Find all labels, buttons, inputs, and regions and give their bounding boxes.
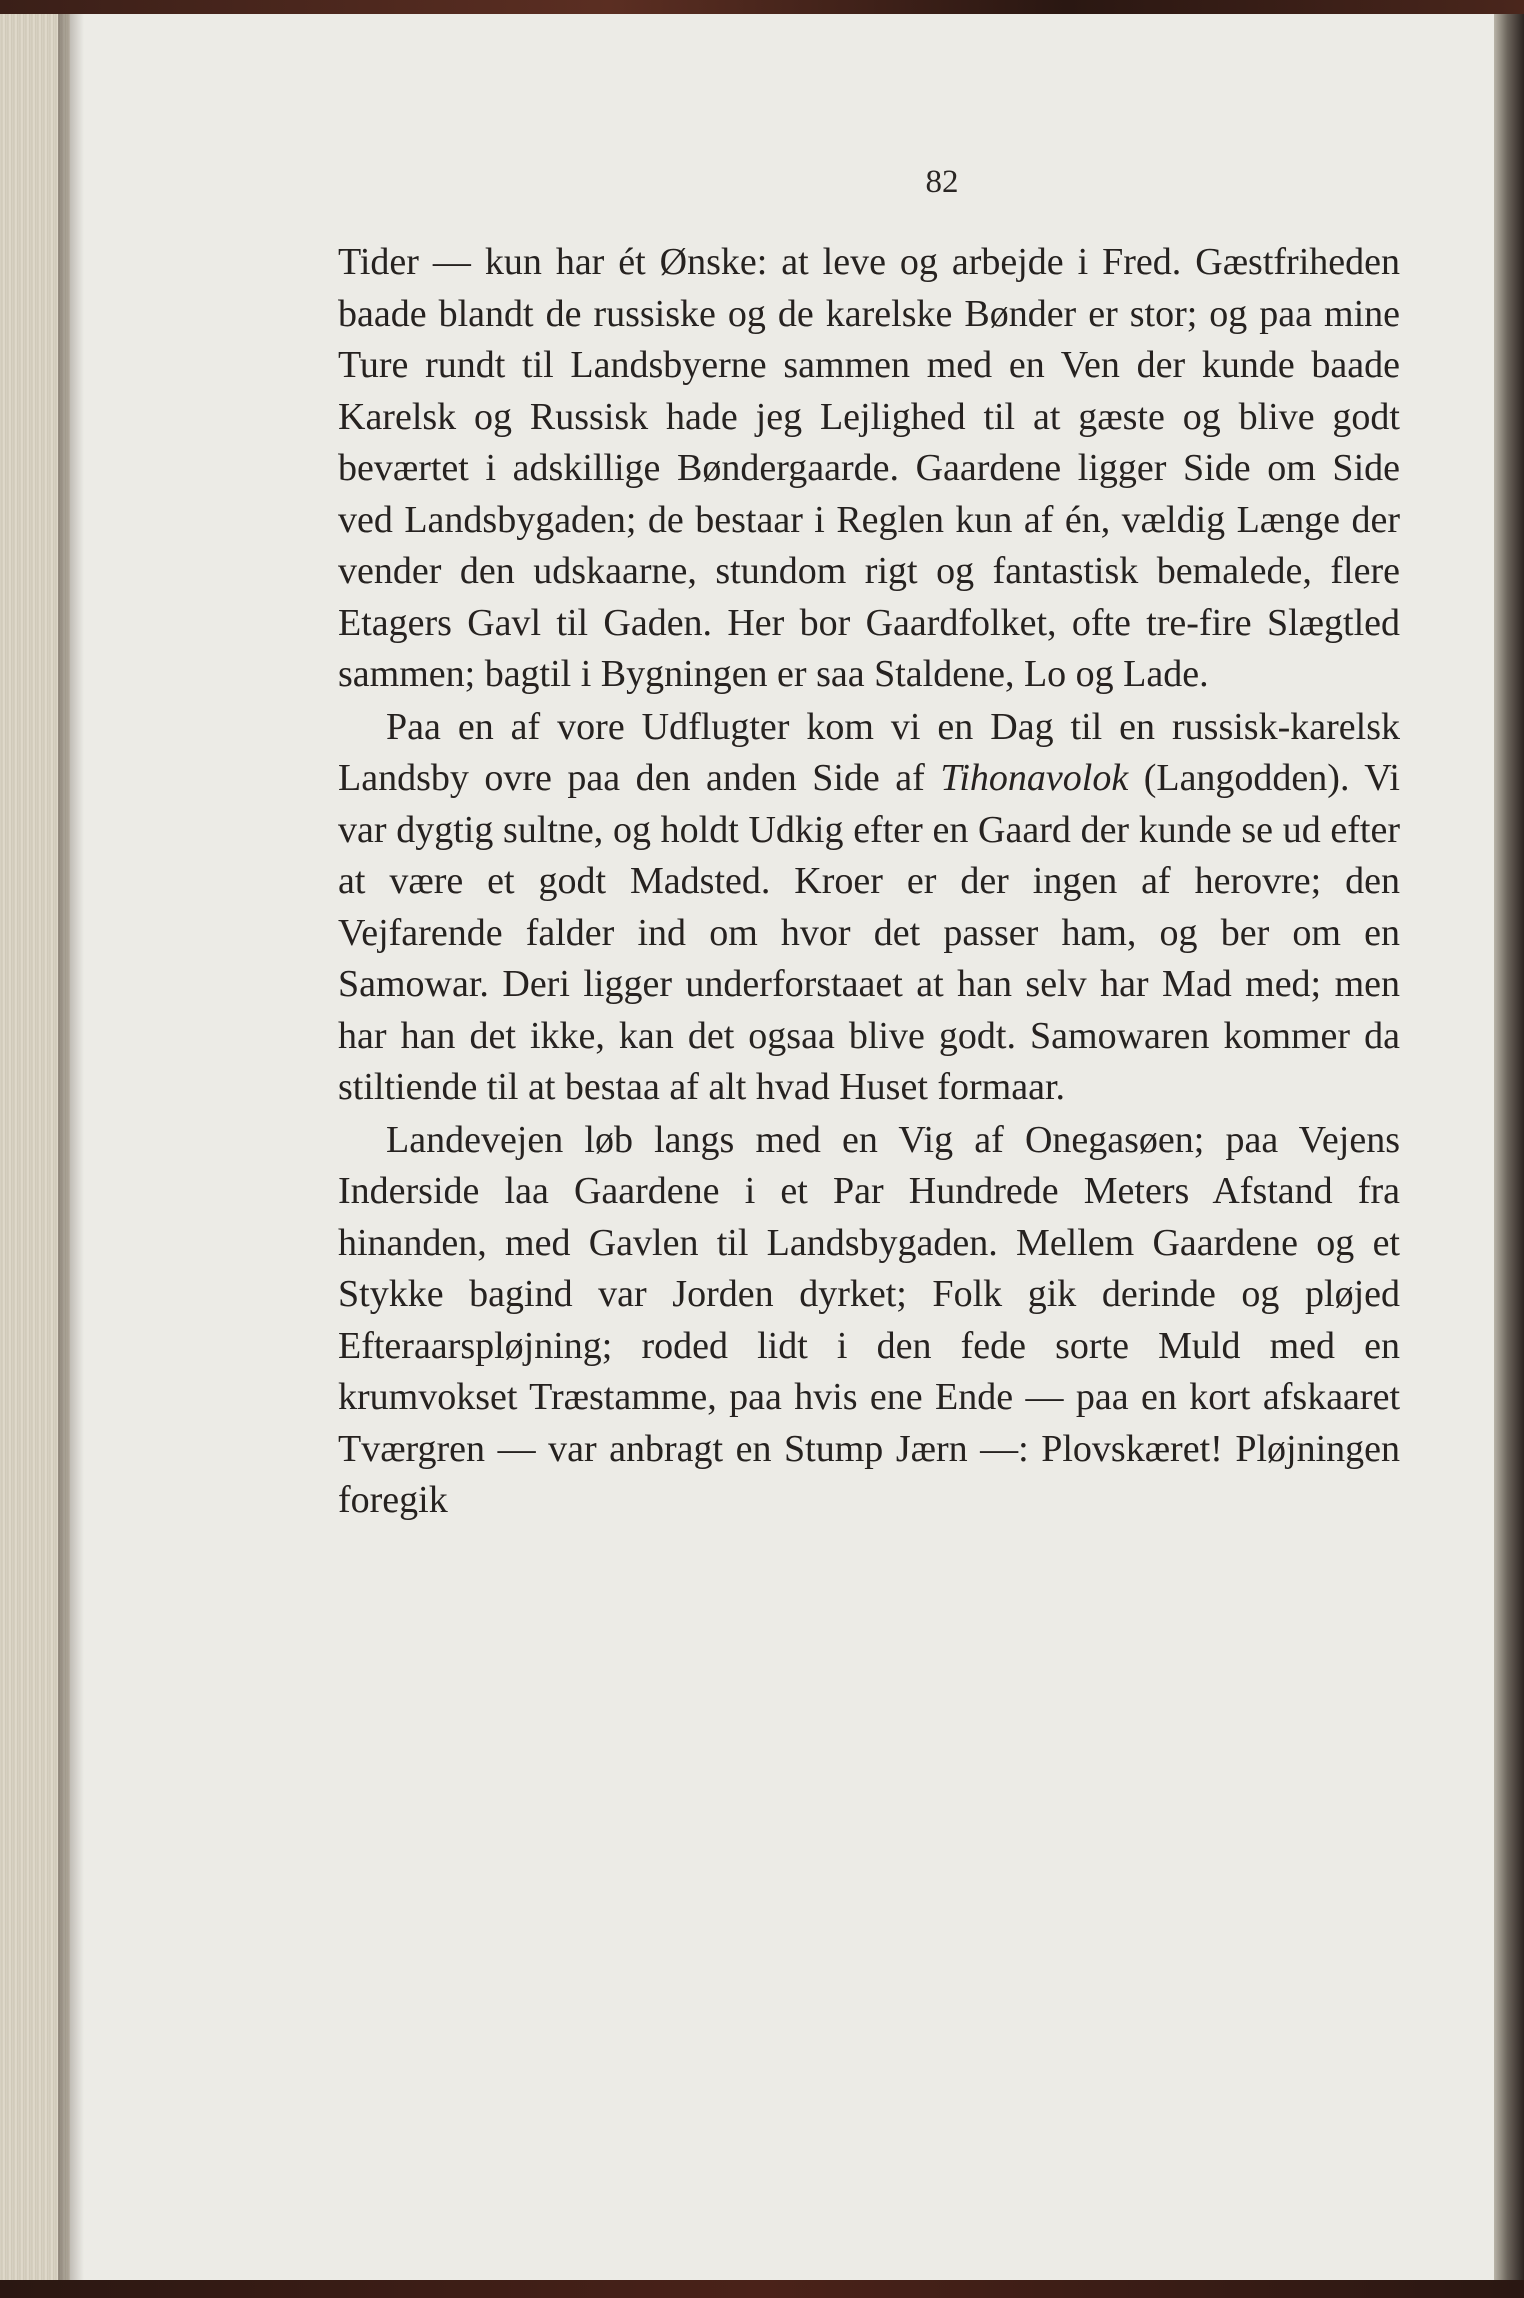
paragraph: Tider — kun har ét Ønske: at leve og arbejde i Fred. Gæstfriheden baade blandt de russiske og de karelske Bønder er stor; og paa mine Ture rundt til Landsbyerne sammen med en Ven der kunde baade Karelsk og Russisk hade jeg Lejlighed til at gæste og blive godt beværtet i adskillige Bøndergaarde. Gaardene ligger Side om Side ved Landsbygaden; de bestaar i Reglen kun af én, vældig Længe der vender den udskaarne, stundom rigt og fantastisk bemalede, flere Etagers Gavl til Gaden. Her bor Gaardfolket, ofte tre-fire Slægtled sammen; bagtil i Bygningen er saa Staldene, Lo og Lade. xyxy=(338,241,1400,695)
page-right-edge xyxy=(1494,14,1524,2280)
paragraph-text: (Langodden). Vi var dygtig sultne, og holdt Udkig efter en Gaard der kunde se ud efter at være et godt Madsted. Kroer er der ingen af herovre; den Vejfarende falder ind om hvor det passer ham, og ber om en Samowar. Deri ligger underforstaaet at han selv har Mad med; men har han det ikke, kan det ogsaa blive godt. Samowaren kommer da stiltiende til at bestaa af alt hvad Huset formaar. xyxy=(338,757,1400,1108)
place-name: Tihonavolok xyxy=(940,757,1129,799)
page-number: 82 xyxy=(925,164,959,200)
body-text xyxy=(338,237,1400,1527)
paragraph-text: Paa en af vore Udflugter kom vi en Dag til en russisk-karelsk Landsby ovre paa den anden Side af xyxy=(338,705,1400,799)
book-cover-bottom-edge xyxy=(0,2280,1524,2298)
gutter-shadow xyxy=(58,14,84,2280)
paragraph: Landevejen løb langs med en Vig af Onegasøen; paa Vejens Inderside laa Gaardene i et Par Hundrede Meters Afstand fra hinanden, med Gavlen til Landsbygaden. Mellem Gaardene og et Stykke bagind var Jorden dyrket; Folk gik derinde og pløjed Efteraarspløjning; roded lidt i den fede sorte Muld med en krumvokset Træstamme, paa hvis ene Ende — paa en kort afskaaret Tværgren — var anbragt en Stump Jærn —: Plovskæret! Pløjningen foregik xyxy=(338,1118,1400,1521)
paragraph xyxy=(338,702,1400,1114)
